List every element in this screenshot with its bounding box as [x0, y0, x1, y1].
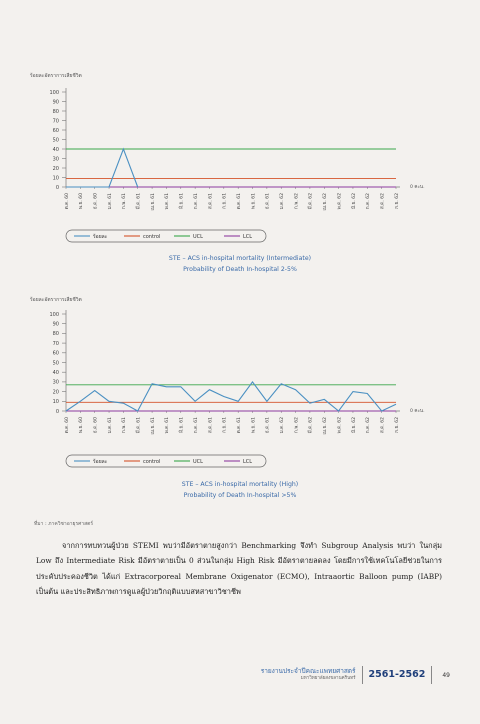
legend-label: control	[143, 458, 161, 465]
footer-years: 2561-2562	[362, 666, 433, 684]
y-tick-label: 70	[52, 340, 59, 347]
y-tick-label: 20	[52, 389, 59, 396]
x-tick-label: ก.ค. 62	[366, 193, 372, 210]
right-axis-label: 0 คะน.	[410, 409, 425, 414]
x-tick-label: ก.ค. 61	[193, 193, 199, 210]
page-number: 49	[442, 671, 450, 679]
x-tick-label: ก.ค. 61	[193, 417, 199, 434]
y-tick-label: 90	[52, 99, 59, 106]
x-tick-label: ก.พ. 61	[122, 193, 128, 210]
chart-intermediate-svg	[0, 0, 480, 290]
y-tick-label: 50	[52, 137, 59, 144]
x-tick-label: ก.พ. 61	[122, 417, 128, 434]
y-tick-label: 0	[55, 408, 59, 415]
y-tick-label: 80	[52, 108, 59, 115]
x-tick-label: ม.ค. 62	[280, 193, 286, 210]
y-tick-label: 40	[52, 370, 59, 376]
chart-y-title: ร้อยละอัตราการเสียชีวิต	[30, 297, 82, 303]
y-tick-label: 60	[52, 127, 59, 134]
x-tick-label: พ.ค. 62	[337, 417, 343, 434]
x-tick-label: ก.ย. 61	[222, 417, 228, 433]
x-tick-label: มิ.ย. 61	[179, 417, 185, 433]
y-tick-label: 60	[52, 350, 59, 357]
chart-intermediate	[0, 0, 480, 290]
x-tick-label: ก.พ. 62	[294, 417, 300, 434]
legend-label: UCL	[193, 233, 203, 240]
chart-caption-line1: STE – ACS in-hospital mortality (High)	[181, 481, 299, 488]
y-tick-label: 80	[52, 331, 59, 338]
legend-label: UCL	[193, 458, 203, 465]
chart-caption-line1: STE – ACS in-hospital mortality (Intermediate)	[168, 255, 312, 262]
footer-title: รายงานประจำปีคณะแพทยศาสตร์	[260, 667, 356, 675]
source-note: ที่มา : ภาควิชาอายุรศาสตร์	[34, 521, 94, 527]
x-tick-label: พ.ย. 60	[79, 417, 85, 433]
x-tick-label: ก.พ. 62	[294, 193, 300, 210]
y-tick-label: 10	[52, 399, 59, 406]
y-tick-label: 40	[52, 146, 59, 153]
x-tick-label: พ.ค. 61	[165, 193, 171, 210]
x-tick-label: ส.ค. 62	[380, 193, 386, 210]
series-line-rate	[66, 382, 396, 411]
x-tick-label: มี.ค. 62	[308, 417, 314, 434]
x-tick-label: ก.ค. 62	[366, 417, 372, 434]
x-tick-label: มี.ค. 62	[308, 193, 314, 210]
chart-caption-line2: Probability of Death In-hospital >5%	[183, 492, 297, 499]
right-axis-label: 0 คะน.	[410, 185, 425, 190]
y-tick-label: 100	[49, 311, 59, 318]
y-tick-label: 0	[55, 184, 59, 191]
x-tick-label: ธ.ค. 60	[93, 193, 99, 210]
x-tick-label: มิ.ย. 61	[179, 193, 185, 209]
x-tick-label: พ.ค. 61	[165, 417, 171, 434]
y-tick-label: 30	[52, 156, 59, 163]
x-tick-label: ต.ค. 60	[64, 417, 70, 434]
x-tick-label: ส.ค. 62	[380, 417, 386, 434]
x-tick-label: ธ.ค. 60	[93, 417, 99, 434]
x-tick-label: มิ.ย. 62	[351, 417, 357, 433]
y-tick-label: 30	[52, 379, 59, 386]
x-tick-label: ต.ค. 61	[236, 193, 242, 210]
footer-title-block	[261, 667, 356, 683]
footer-subtitle: มหาวิทยาลัยสงขลานครินทร์	[300, 676, 356, 681]
x-tick-label: ม.ค. 61	[107, 417, 113, 434]
legend-label: LCL	[243, 458, 253, 465]
x-tick-label: ส.ค. 61	[208, 193, 214, 210]
x-tick-label: พ.ย. 61	[251, 192, 257, 209]
legend-label: ร้อยละ	[93, 458, 108, 465]
x-tick-label: ก.ย. 62	[394, 417, 400, 433]
body-paragraph-text: จากการทบทวนผู้ป่วย STEMI พบว่ามีอัตราตายสูงกว่า Benchmarking จึงทำ Subgroup Analysis พบว่า ในกลุ่ม Low ถึง Intermediate Risk มีอัตราตายเป็น 0 ส่วนในกลุ่ม High Risk มีอัตราตายลดลง โดยมีการใช้เทคโนโลยีช่วยในการประคับประคองชีวิต ได้แก่ Extracorporeal Membrane Oxigenator (ECMO), Intraaortic Balloon pump (IABP) เป็นต้น และประสิทธิภาพการดูแลผู้ป่วยวิกฤติแบบสหสาขาวิชาชีพ	[36, 541, 442, 597]
x-tick-label: ธ.ค. 61	[265, 193, 271, 210]
body-paragraph	[36, 538, 442, 600]
x-tick-label: เม.ย. 62	[323, 417, 329, 435]
page-footer	[261, 664, 450, 686]
x-tick-label: ม.ค. 62	[280, 417, 286, 434]
y-tick-label: 50	[52, 360, 59, 367]
chart-high	[0, 290, 480, 520]
y-tick-label: 90	[52, 321, 59, 328]
x-tick-label: มิ.ย. 62	[351, 193, 357, 209]
y-tick-label: 10	[52, 175, 59, 182]
x-tick-label: เม.ย. 61	[150, 417, 156, 435]
y-tick-label: 70	[52, 118, 59, 125]
x-tick-label: เม.ย. 61	[150, 193, 156, 211]
x-tick-label: มี.ค. 61	[136, 193, 142, 210]
x-tick-label: ส.ค. 61	[208, 417, 214, 434]
x-tick-label: ต.ค. 61	[236, 417, 242, 434]
x-tick-label: ก.ย. 61	[222, 193, 228, 209]
x-tick-label: ม.ค. 61	[107, 193, 113, 210]
x-tick-label: ก.ย. 62	[394, 193, 400, 209]
x-tick-label: ธ.ค. 61	[265, 417, 271, 434]
y-tick-label: 100	[49, 89, 59, 96]
legend-label: ร้อยละ	[93, 233, 108, 240]
x-tick-label: พ.ย. 61	[251, 417, 257, 433]
y-tick-label: 20	[52, 165, 59, 172]
legend-label: control	[143, 233, 161, 240]
x-tick-label: ต.ค. 60	[64, 193, 70, 210]
legend-label: LCL	[243, 233, 253, 240]
x-tick-label: เม.ย. 62	[323, 193, 329, 211]
chart-y-title: ร้อยละอัตราการเสียชีวิต	[30, 73, 82, 79]
x-tick-label: มี.ค. 61	[136, 417, 142, 434]
x-tick-label: พ.ย. 60	[79, 193, 85, 209]
series-line-rate	[66, 149, 138, 187]
chart-caption-line2: Probability of Death In-hospital 2-5%	[183, 266, 297, 273]
x-tick-label: พ.ค. 62	[337, 193, 343, 210]
